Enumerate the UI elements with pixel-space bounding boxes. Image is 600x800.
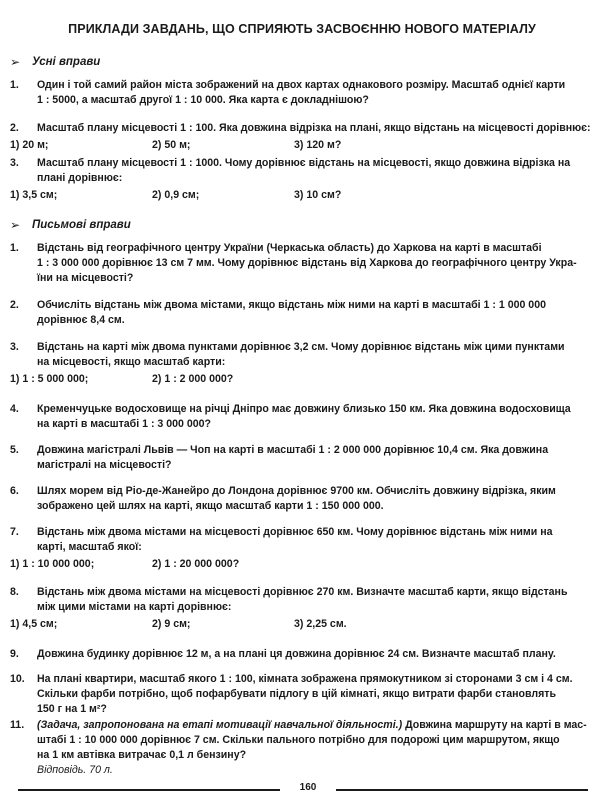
question-text: магістралі на місцевості? — [37, 459, 172, 471]
written-question-1 — [10, 241, 598, 286]
question-text: Відстань на карті між двома пунктами дорівнює 3,2 см. Чому дорівнює відстань між цими пунктами — [37, 341, 565, 353]
page-title: ПРИКЛАДИ ЗАВДАНЬ, ЩО СПРИЯЮТЬ ЗАСВОЄННЮ НОВОГО МАТЕРІАЛУ — [68, 22, 536, 36]
question-text: 150 г на 1 м²? — [37, 703, 107, 715]
question-number: 1. — [10, 242, 19, 254]
question-text: їни на місцевості? — [37, 272, 134, 284]
arrow-bullet-icon: ➢ — [10, 218, 21, 232]
question-text: між цими містами на карті дорівнює: — [37, 601, 232, 613]
question-text: Кременчуцьке водосховище на річці Дніпро має довжину близько 150 км. Яка довжина водосховища — [37, 403, 571, 415]
footer-rule-right — [336, 789, 588, 791]
question-text: Відстань між двома містами на місцевості дорівнює 650 км. Чому дорівнює відстань між ними на — [37, 526, 553, 538]
question-number: 3. — [10, 341, 19, 353]
answer-label: Відповідь. — [37, 764, 87, 776]
option: 3) 10 см? — [294, 189, 342, 201]
question-text: дорівнює 8,4 см. — [37, 314, 125, 326]
page-number: 160 — [299, 782, 317, 793]
question-text: штабі 1 : 10 000 000 дорівнює 7 см. Скільки пального потрібно для подорожі цим маршрутом, якщо — [37, 734, 560, 746]
oral-question-2-options — [10, 138, 598, 153]
written-question-2 — [10, 298, 598, 328]
answer-value: 70 л. — [86, 764, 113, 776]
question-number: 3. — [10, 157, 19, 169]
footer-rule-left — [18, 789, 280, 791]
oral-question-3 — [10, 156, 598, 203]
arrow-bullet-icon: ➢ — [10, 55, 21, 69]
question-number: 8. — [10, 586, 19, 598]
answer — [37, 763, 598, 778]
question-text: На плані квартири, масштаб якого 1 : 100, кімната зображена прямокутником зі сторонами 3 см і 4 см. — [37, 673, 573, 685]
written-question-6 — [10, 484, 598, 514]
question-text: Масштаб плану місцевості 1 : 1000. Чому дорівнює відстань на місцевості, якщо довжина відрізка на — [37, 157, 571, 169]
question-text: Відстань між двома містами на місцевості дорівнює 270 км. Визначте масштаб карти, якщо відстань — [37, 586, 568, 598]
option: 2) 9 см; — [152, 618, 191, 630]
question-text: Відстань від географічного центру України (Черкаська область) до Харкова на карті в масштабі — [37, 242, 542, 254]
question-number: 9. — [10, 648, 19, 660]
question-text: Обчисліть відстань між двома містами, якщо відстань між ними на карті в масштабі 1 : 1 000 000 — [37, 299, 546, 311]
oral-question-2 — [10, 121, 598, 136]
question-text: Довжина магістралі Львів — Чоп на карті в масштабі 1 : 2 000 000 дорівнює 10,4 см. Яка довжина — [37, 444, 549, 456]
question-text: на місцевості, якщо масштаб карти: — [37, 356, 226, 368]
page-footer — [18, 783, 588, 795]
option: 1) 1 : 5 000 000; — [10, 373, 89, 385]
written-question-9 — [10, 647, 598, 662]
option: 2) 0,9 см; — [152, 189, 200, 201]
question-number: 7. — [10, 526, 19, 538]
option: 2) 50 м; — [152, 139, 191, 151]
oral-question-1 — [10, 78, 598, 108]
option: 3) 120 м? — [294, 139, 342, 151]
option: 1) 20 м; — [10, 139, 49, 151]
option: 2) 1 : 2 000 000? — [152, 373, 234, 385]
option: 3) 2,25 см. — [294, 618, 347, 630]
written-question-7 — [10, 525, 598, 572]
question-number: 1. — [10, 79, 19, 91]
question-number: 6. — [10, 485, 19, 497]
section-oral-title: Усні вправи — [32, 56, 101, 68]
question-text: Довжина будинку дорівнює 12 м, а на плані ця довжина дорівнює 24 см. Визначте масштаб плану. — [37, 648, 556, 660]
written-question-4 — [10, 402, 598, 432]
question-text: 1 : 5000, а масштаб другої 1 : 10 000. Яка карта є докладнішою? — [37, 94, 369, 106]
written-question-10 — [10, 672, 598, 717]
question-number: 11. — [10, 719, 25, 731]
question-text: плані дорівнює: — [37, 172, 123, 184]
question-number: 2. — [10, 299, 19, 311]
question-text: 1 : 3 000 000 дорівнює 13 см 7 мм. Чому дорівнює відстань від Харкова до географічного центру Укра- — [37, 257, 577, 269]
question-text: Довжина маршруту на карті в мас- — [402, 719, 587, 731]
written-question-3 — [10, 340, 598, 387]
option: 2) 1 : 20 000 000? — [152, 558, 240, 570]
written-question-5 — [10, 443, 598, 473]
section-written-title: Письмові вправи — [32, 219, 131, 231]
question-number: 4. — [10, 403, 19, 415]
question-text: Шлях морем від Ріо-де-Жанейро до Лондона дорівнює 9700 км. Обчисліть довжину відрізка, яким — [37, 485, 556, 497]
option: 1) 3,5 см; — [10, 189, 58, 201]
question-number: 10. — [10, 673, 25, 685]
question-number: 5. — [10, 444, 19, 456]
question-text: Один і той самий район міста зображений на двох картах однакового розміру. Масштаб однієї карти — [37, 79, 566, 91]
question-number: 2. — [10, 122, 19, 134]
question-text: зображено цей шлях на карті, якщо масштаб карти 1 : 150 000 000. — [37, 500, 384, 512]
section-oral-heading — [10, 55, 100, 69]
question-note: (Задача, запропонована на етапі мотивації навчальної діяльності.) — [37, 719, 403, 731]
option: 1) 4,5 см; — [10, 618, 58, 630]
question-text: на 1 км автівка витрачає 0,1 л бензину? — [37, 749, 247, 761]
question-text: карті, масштаб якої: — [37, 541, 142, 553]
question-text: Масштаб плану місцевості 1 : 100. Яка довжина відрізка на плані, якщо відстань на місцевості дорівнює: — [37, 122, 591, 134]
written-question-11 — [10, 718, 598, 778]
question-text: Скільки фарби потрібно, щоб пофарбувати підлогу в цій кімнаті, якщо витрати фарби становлять — [37, 688, 557, 700]
question-text: на карті в масштабі 1 : 3 000 000? — [37, 418, 212, 430]
option: 1) 1 : 10 000 000; — [10, 558, 95, 570]
section-written-heading — [10, 218, 131, 232]
written-question-8 — [10, 585, 598, 632]
